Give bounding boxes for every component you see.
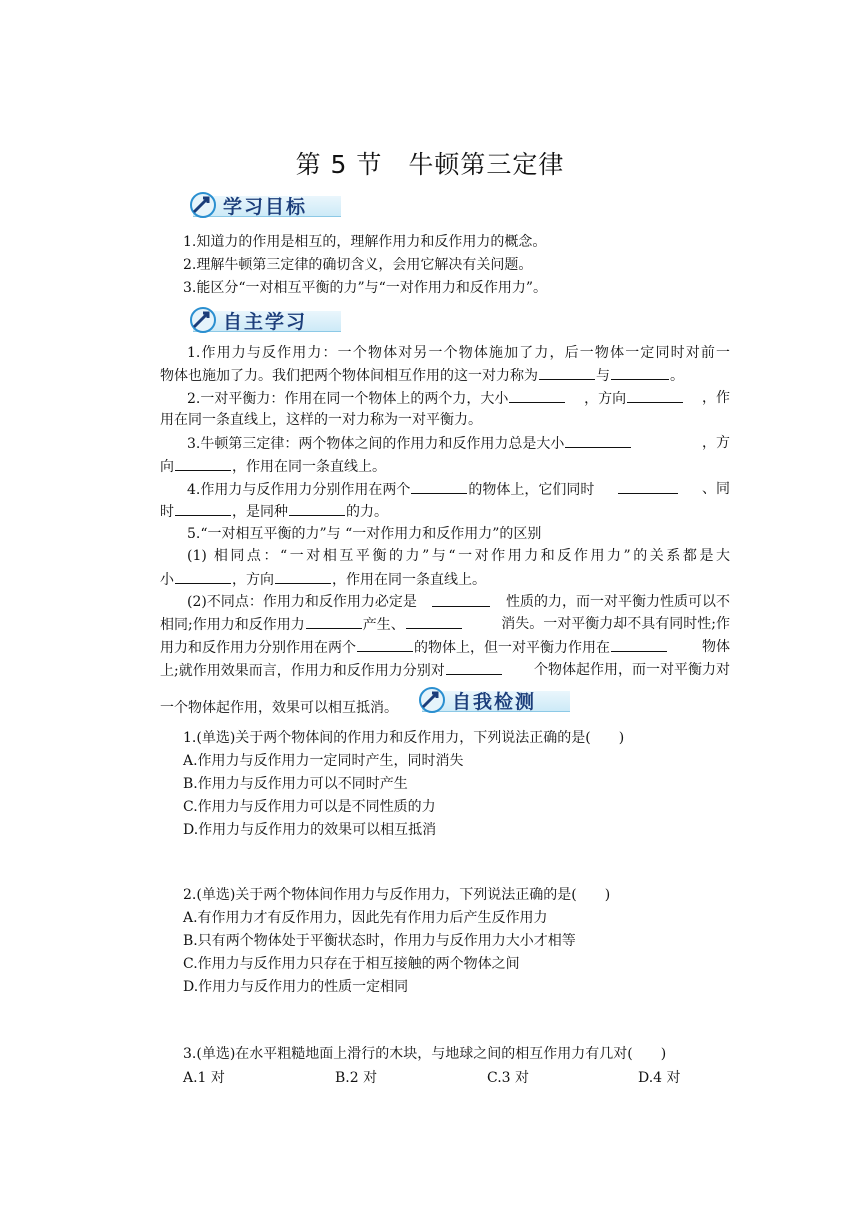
section-badge-self-check [412,683,572,717]
answer-blank[interactable] [627,388,683,403]
study-line: 上;就作用效果而言，作用力和反作用力分别对 个物体起作用，而一对平衡力对 [160,662,730,679]
question-option[interactable]: B.只有两个物体处于平衡状态时，作用力与反作用力大小才相等 [183,933,576,949]
question-stem: 1.(单选)关于两个物体间的作用力和反作用力，下列说法正确的是( ) [183,730,625,746]
answer-blank[interactable] [411,479,467,494]
section-title: 学习目标 [223,196,308,218]
question-option[interactable]: C.作用力与反作用力可以是不同性质的力 [183,799,436,815]
study-line: 5.“一对相互平衡的力”与 “一对作用力和反作用力”的区别 [187,526,542,542]
answer-blank[interactable] [611,637,667,652]
answer-blank[interactable] [432,592,490,607]
question-option[interactable]: A.有作用力才有反作用力，因此先有作用力后产生反作用力 [183,910,548,926]
study-line: 用在同一条直线上，这样的一对力称为一对平衡力。 [160,412,482,428]
answer-blank[interactable] [539,365,595,380]
study-line: (1) 相同点：“一对相互平衡的力”与“一对作用力和反作用力”的关系都是大 [187,548,730,564]
objective-3: 3.能区分“一对相互平衡的力”与“一对作用力和反作用力”。 [183,280,547,296]
answer-blank[interactable] [565,433,631,448]
answer-blank[interactable] [357,637,413,652]
question-option[interactable]: D.4 对 [638,1070,681,1086]
study-line: 物体也施加了力。我们把两个物体间相互作用的这一对力称为 与 。 [160,365,684,386]
study-line: 小 ，方向 ，作用在同一条直线上。 [160,569,486,590]
study-line: 2.一对平衡力：作用在同一个物体上的两个力，大小 ，方向 ，作 [187,390,730,407]
study-line: 向 ，作用在同一条直线上。 [160,456,386,477]
page-title: 第 5 节 牛顿第三定律 [295,150,565,179]
question-option[interactable]: D.作用力与反作用力的效果可以相互抵消 [183,822,437,838]
answer-blank[interactable] [306,614,362,629]
study-line: 时 ，是同种 的力。 [160,501,388,522]
question-option[interactable]: B.作用力与反作用力可以不同时产生 [183,776,408,792]
question-option[interactable]: B.2 对 [335,1070,378,1086]
study-line: 用力和反作用力分别作用在两个 的物体上，但一对平衡力作用在 物体 [160,639,730,656]
section-badge-objectives [183,188,343,222]
answer-blank[interactable] [175,569,231,584]
question-option[interactable]: D.作用力与反作用力的性质一定相同 [183,979,409,995]
pen-swoosh-icon [183,188,223,222]
pen-swoosh-icon [183,303,223,337]
section-title: 自主学习 [223,311,308,333]
answer-blank[interactable] [289,501,345,516]
answer-blank[interactable] [406,614,462,629]
section-badge-self-study [183,303,343,337]
question-option[interactable]: A.作用力与反作用力一定同时产生，同时消失 [183,753,464,769]
pen-swoosh-icon [412,683,452,717]
study-line: 一个物体起作用，效果可以相互抵消。 [160,700,398,716]
answer-blank[interactable] [275,569,331,584]
section-title: 自我检测 [452,691,537,713]
question-option[interactable]: C.3 对 [487,1070,530,1086]
answer-blank[interactable] [175,456,231,471]
study-line: 1.作用力与反作用力：一个物体对另一个物体施加了力，后一物体一定同时对前一 [187,345,730,361]
answer-blank[interactable] [618,479,678,494]
answer-blank[interactable] [611,365,669,380]
study-line: 3.牛顿第三定律：两个物体之间的作用力和反作用力总是大小 ，方 [187,435,730,452]
answer-blank[interactable] [509,388,565,403]
study-line: (2)不同点：作用力和反作用力必定是 性质的力，而一对平衡力性质可以不 [187,594,730,610]
study-line: 相同;作用力和反作用力 产生、 消失。一对平衡力却不具有同时性;作 [160,616,730,633]
question-stem: 2.(单选)关于两个物体间作用力与反作用力，下列说法正确的是( ) [183,887,611,903]
objective-2: 2.理解牛顿第三定律的确切含义，会用它解决有关问题。 [183,257,533,273]
objective-1: 1.知道力的作用是相互的，理解作用力和反作用力的概念。 [183,234,547,250]
question-option[interactable]: C.作用力与反作用力只存在于相互接触的两个物体之间 [183,956,520,972]
study-line: 4.作用力与反作用力分别作用在两个 的物体上，它们同时 、同 [187,481,730,498]
answer-blank[interactable] [446,660,502,675]
question-option[interactable]: A.1 对 [183,1070,225,1086]
answer-blank[interactable] [175,501,231,516]
question-stem: 3.(单选)在水平粗糙地面上滑行的木块，与地球之间的相互作用力有几对( ) [183,1046,667,1062]
